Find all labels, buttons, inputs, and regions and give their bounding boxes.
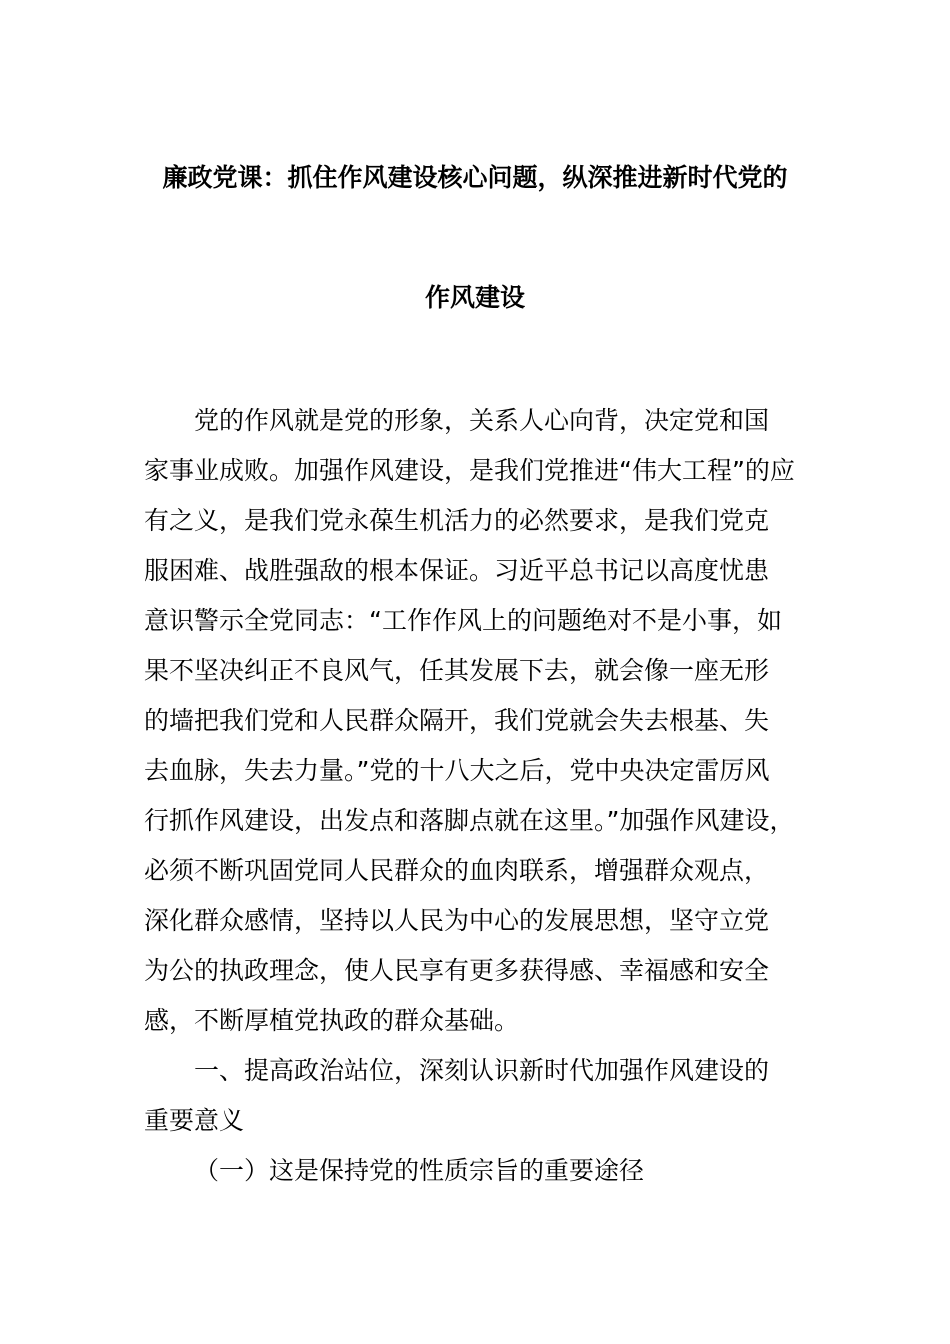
body-line-8: 去血脉，失去力量。”党的十八大之后，党中央决定雷厉风 bbox=[144, 756, 770, 785]
section-heading-line-2: 重要意义 bbox=[144, 1106, 245, 1135]
body-line-10: 必须不断巩固党同人民群众的血肉联系，增强群众观点， bbox=[144, 856, 770, 885]
subsection-heading: （一）这是保持党的性质宗旨的重要途径 bbox=[194, 1156, 645, 1185]
document-title-line-1: 廉政党课：抓住作风建设核心问题，纵深推进新时代党的 bbox=[162, 163, 788, 192]
body-line-1: 党的作风就是党的形象，关系人心向背，决定党和国 bbox=[194, 406, 770, 435]
body-line-7: 的墙把我们党和人民群众隔开，我们党就会失去根基、失 bbox=[144, 706, 770, 735]
body-line-11: 深化群众感情，坚持以人民为中心的发展思想，坚守立党 bbox=[144, 906, 770, 935]
body-line-9: 行抓作风建设，出发点和落脚点就在这里。”加强作风建设， bbox=[144, 806, 795, 835]
section-heading-line-1: 一、提高政治站位，深刻认识新时代加强作风建设的 bbox=[194, 1056, 770, 1085]
body-line-3: 有之义，是我们党永葆生机活力的必然要求，是我们党克 bbox=[144, 506, 770, 535]
document-title-line-2: 作风建设 bbox=[424, 283, 525, 312]
body-line-5: 意识警示全党同志：“工作作风上的问题绝对不是小事，如 bbox=[144, 606, 782, 635]
body-line-4: 服困难、战胜强敌的根本保证。习近平总书记以高度忧患 bbox=[144, 556, 770, 585]
body-line-2: 家事业成败。加强作风建设，是我们党推进“伟大工程”的应 bbox=[144, 456, 795, 485]
body-line-12: 为公的执政理念，使人民享有更多获得感、幸福感和安全 bbox=[144, 956, 770, 985]
body-line-13: 感，不断厚植党执政的群众基础。 bbox=[144, 1006, 520, 1035]
body-line-6: 果不坚决纠正不良风气，任其发展下去，就会像一座无形 bbox=[144, 656, 770, 685]
